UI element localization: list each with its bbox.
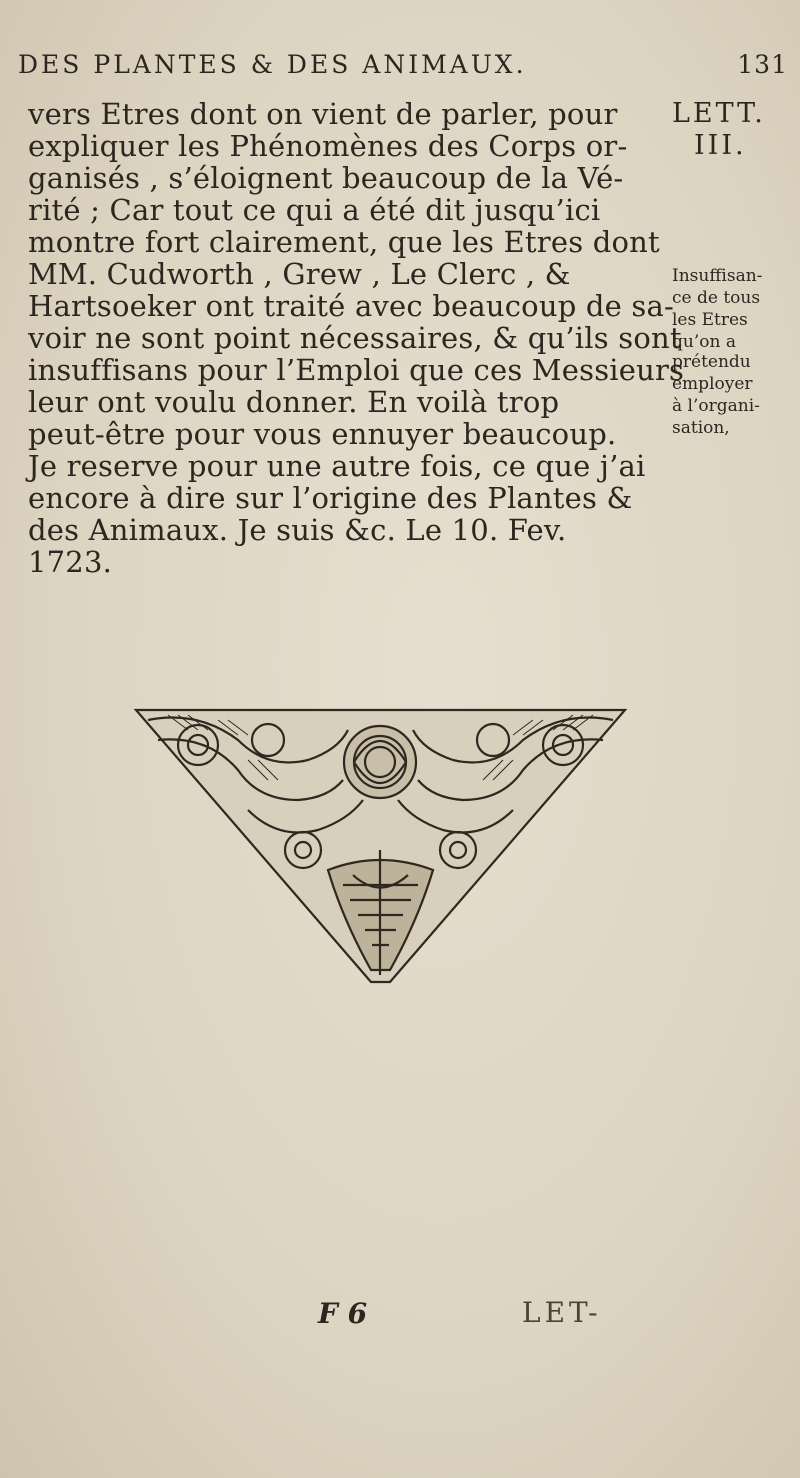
body-text (28, 97, 685, 579)
signature-mark: F 6 (318, 1297, 368, 1330)
body-line: expliquer les Phénomènes des Corps or- (28, 129, 628, 163)
margin-note-line: employer (672, 374, 753, 394)
letter-label: LETT. (672, 98, 766, 129)
ornament-tailpiece-icon (128, 700, 633, 990)
body-line: montre fort clairement, que les Etres dont (28, 225, 660, 259)
margin-note-line: à l’organi- (672, 396, 760, 416)
body-line: insuffisans pour l’Emploi que ces Messieurs (28, 353, 685, 387)
margin-notes (672, 98, 792, 438)
body-line: 1723. (28, 545, 113, 579)
body-line: voir ne sont point nécessaires, & qu’ils sont (28, 321, 682, 355)
body-line: MM. Cudworth , Grew , Le Clerc , & (28, 257, 571, 291)
margin-note-line: ce de tous (672, 288, 761, 308)
catchword: LET- (522, 1296, 602, 1329)
margin-note-line: les Etres (672, 310, 748, 330)
letter-number: III. (694, 130, 747, 161)
margin-note-line: qu’on a (672, 332, 736, 352)
running-head-title: DES PLANTES & DES ANIMAUX. (18, 50, 527, 79)
margin-note-line: Insuffisan- (672, 266, 763, 286)
body-line: ganisés , s’éloignent beaucoup de la Vé- (28, 161, 624, 195)
body-line: Hartsoeker ont traité avec beaucoup de sa- (28, 289, 675, 323)
body-line: peut-être pour vous ennuyer beaucoup. (28, 417, 617, 451)
body-line: Je reserve pour une autre fois, ce que j’ai (28, 449, 646, 483)
body-line: encore à dire sur l’origine des Plantes & (28, 481, 633, 515)
margin-note-line: prétendu (672, 352, 751, 372)
running-head (18, 50, 788, 79)
margin-note-line: sation, (672, 418, 730, 438)
body-line: vers Etres dont on vient de parler, pour (28, 97, 618, 131)
body-line: leur ont voulu donner. En voilà trop (28, 385, 560, 419)
body-line: rité ; Car tout ce qui a été dit jusqu’ici (28, 193, 601, 227)
body-line: des Animaux. Je suis &c. Le 10. Fev. (28, 513, 567, 547)
page-number: 131 (737, 50, 788, 79)
